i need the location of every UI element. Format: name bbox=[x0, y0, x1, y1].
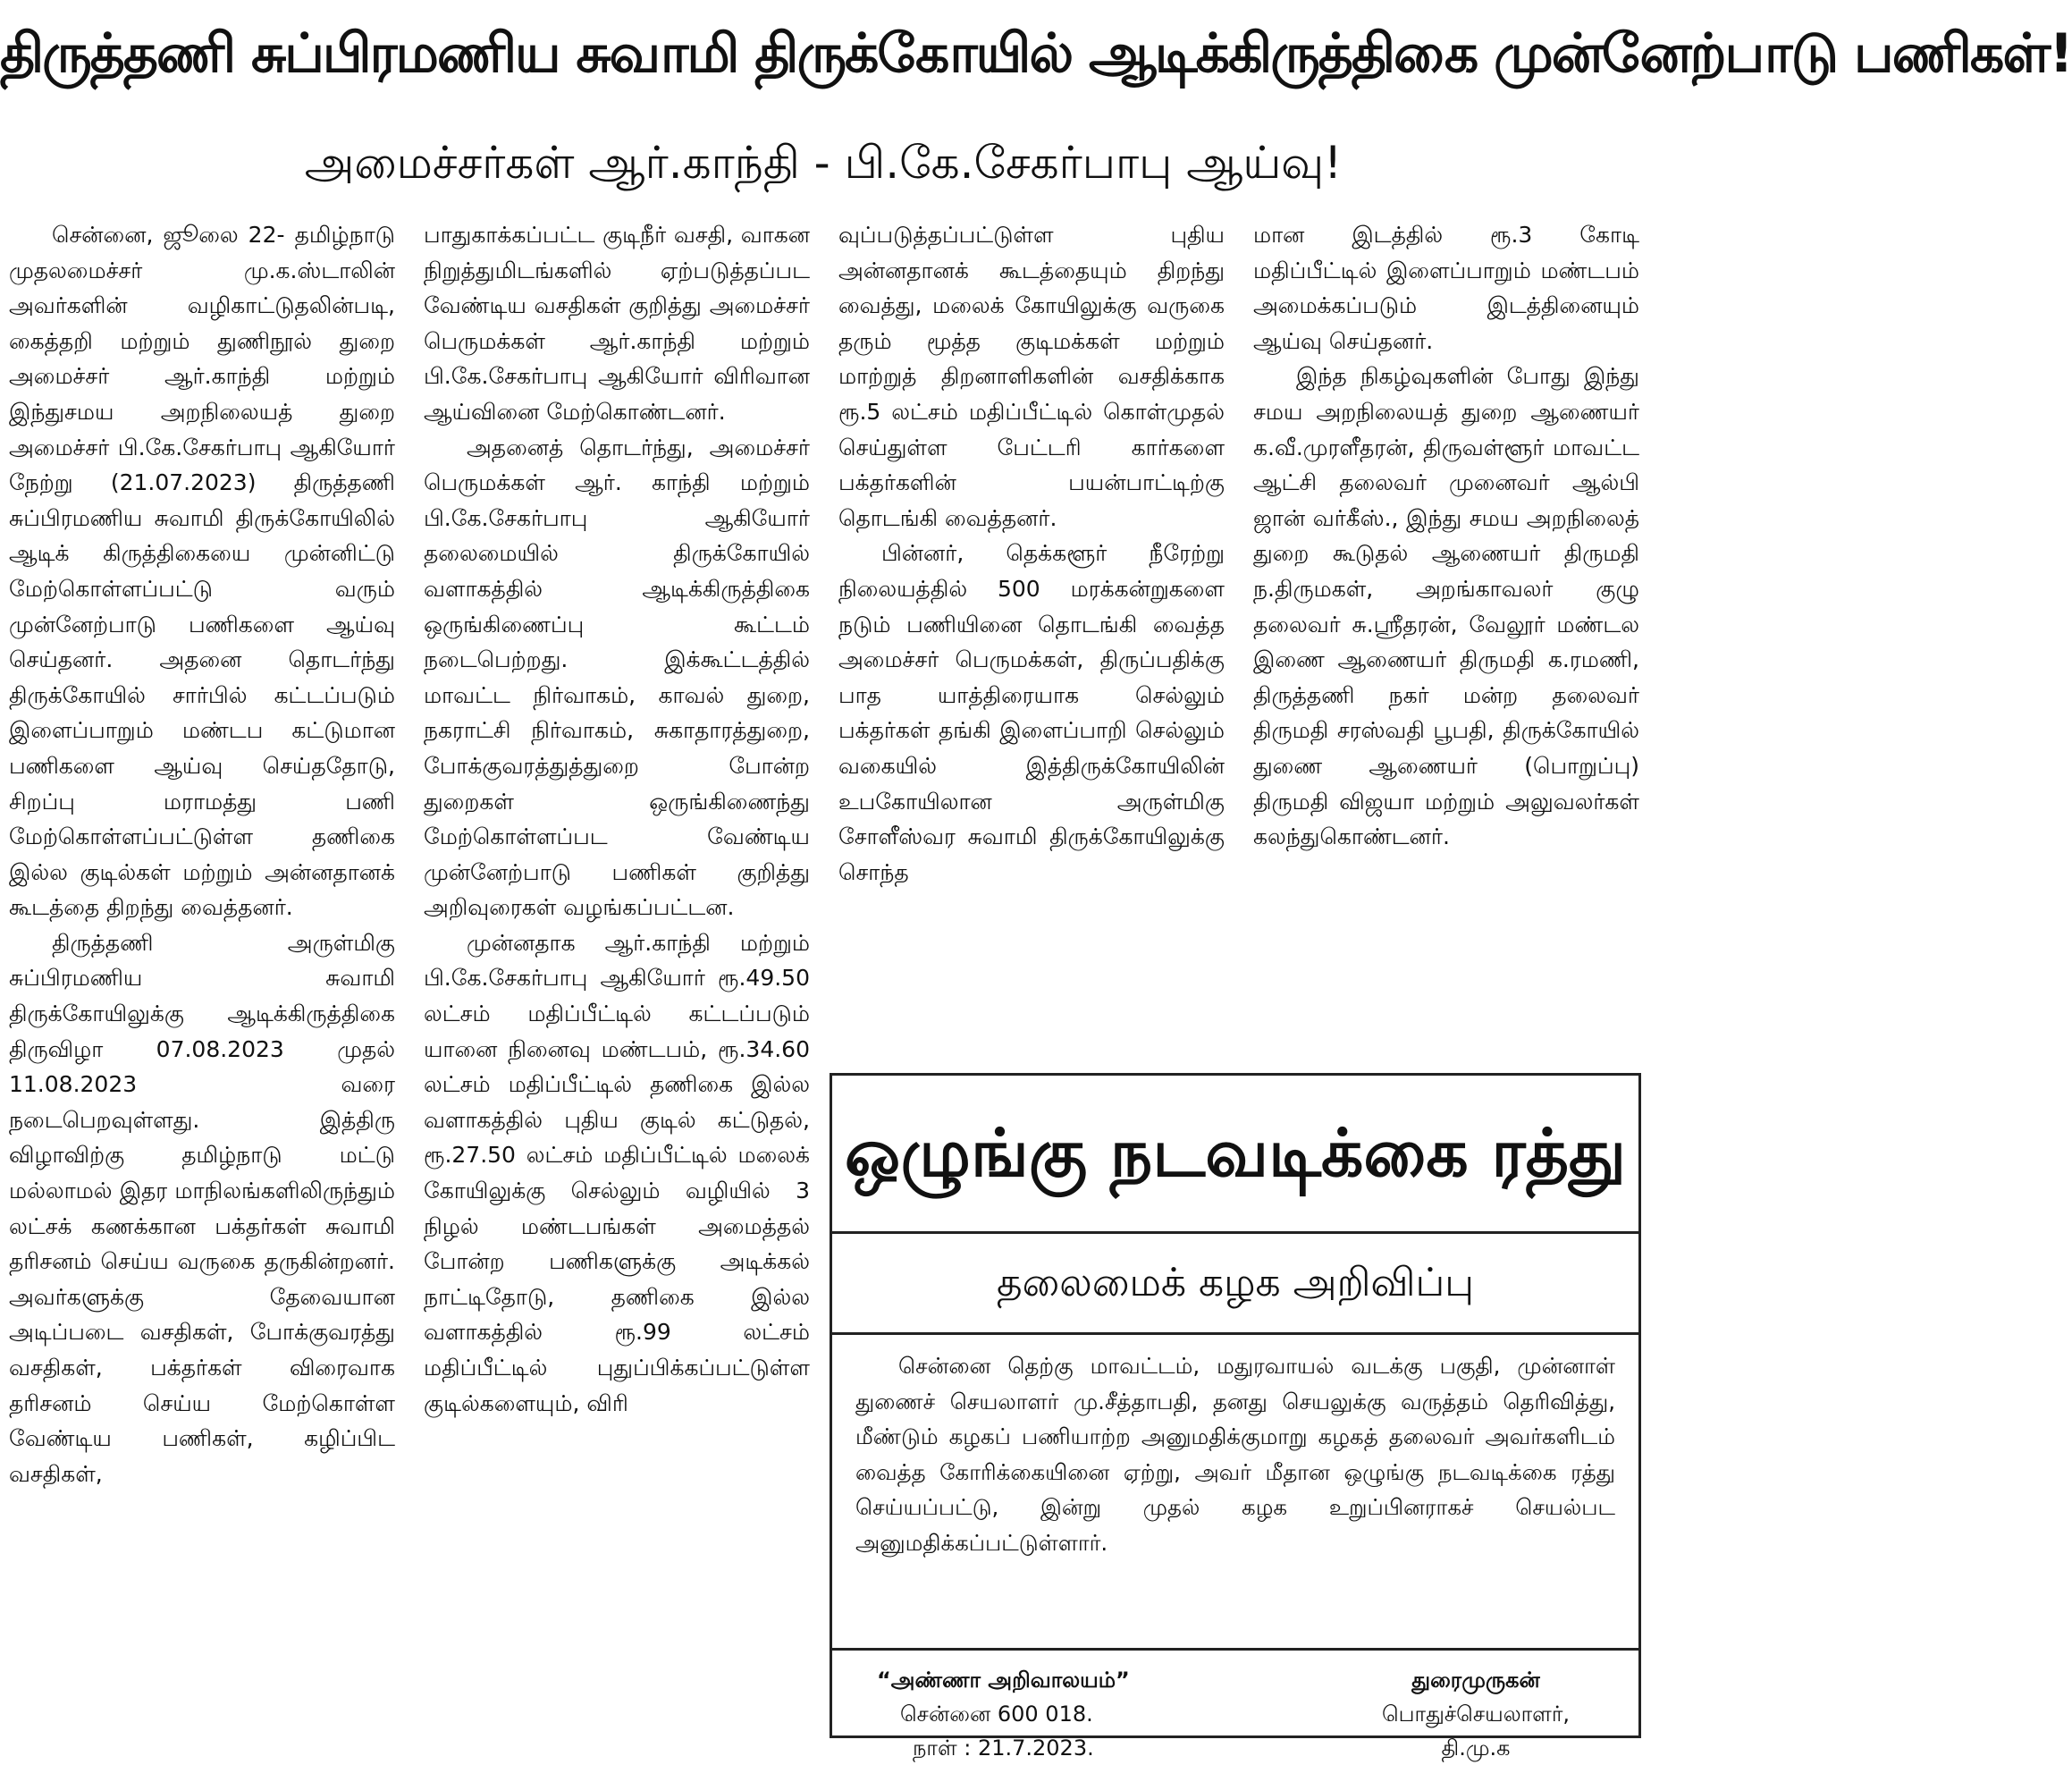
article-column-4 bbox=[1253, 217, 1639, 1049]
paragraph: சென்னை, ஜூலை 22- தமிழ்நாடு முதலமைச்சர் மு.க.ஸ்டாலின் அவர்களின் வழிகாட்டுதலின்படி, கைத்தறி மற்றும் துணிநூல் துறை அமைச்சர் ஆர்.காந்தி மற்றும் இந்துசமய அறநிலையத் துறை அமைச்சர் பி.கே.சேகர்பாபு ஆகியோர் நேற்று (21.07.2023) திருத்தணி சுப்பிரமணிய சுவாமி திருக்கோயிலில் ஆடிக் கிருத்திகையை முன்னிட்டு மேற்கொள்ளப்பட்டு வரும் முன்னேற்பாடு பணிகளை ஆய்வு செய்தனர். அதனை தொடர்ந்து திருக்கோயில் சார்பில் கட்டப்படும் இளைப்பாறும் மண்டப கட்டுமான பணிகளை ஆய்வு செய்ததோடு, சிறப்பு மராமத்து பணி மேற்கொள்ளப்பட்டுள்ள தணிகை இல்ல குடில்கள் மற்றும் அன்னதானக் கூடத்தை திறந்து வைத்தனர். bbox=[9, 222, 395, 921]
article-column-1 bbox=[9, 217, 395, 1737]
article-headline: திருத்தணி சுப்பிரமணிய சுவாமி திருக்கோயில் ஆடிக்கிருத்திகை முன்னேற்பாடு பணிகள்! bbox=[0, 22, 2072, 85]
announcement-body: சென்னை தெற்கு மாவட்டம், மதுரவாயல் வடக்கு பகுதி, முன்னாள் துணைச் செயலாளர் மு.சீத்தாபதி, தனது செயலுக்கு வருத்தம் தெரிவித்து, மீண்டும் கழகப் பணியாற்ற அனுமதிக்குமாறு கழகத் தலைவர் அவர்களிடம் வைத்த கோரிக்கையினை ஏற்று, அவர் மீதான ஒழுங்கு நடவடிக்கை ரத்து செய்யப்பட்டு, இன்று முதல் கழக உறுப்பினராகச் செயல்பட அனுமதிக்கப்பட்டுள்ளார். bbox=[855, 1353, 1615, 1556]
announcement-subtitle: தலைமைக் கழக அறிவிப்பு bbox=[832, 1234, 1638, 1335]
article-column-3 bbox=[838, 217, 1225, 1049]
office-name: “அண்ணா அறிவாலயம்” bbox=[877, 1668, 1130, 1693]
article-subheadline: அமைச்சர்கள் ஆர்.காந்தி - பி.கே.சேகர்பாபு ஆய்வு! bbox=[304, 137, 1343, 189]
signatory-role: பொதுச்செயலாளர், bbox=[1381, 1702, 1570, 1727]
paragraph: இந்த நிகழ்வுகளின் போது இந்து சமய அறநிலையத் துறை ஆணையர் க.வீ.முரளீதரன், திருவள்ளூர் மாவட்ட ஆட்சி தலைவர் முனைவர் ஆல்பி ஜான் வர்கீஸ்., இந்து சமய அறநிலைத் துறை கூடுதல் ஆணையர் திருமதி ந.திருமகள், அறங்காவலர் குழு தலைவர் சு.ஸ்ரீதரன், வேலூர் மண்டல இணை ஆணையர் திருமதி க.ரமணி, திருத்தணி நகர் மன்ற தலைவர் திருமதி சரஸ்வதி பூபதி, திருக்கோயில் துணை ஆணையர் (பொறுப்பு) திருமதி விஜயா மற்றும் அலுவலர்கள் கலந்துகொண்டனர். bbox=[1253, 363, 1639, 850]
announcement-box bbox=[830, 1073, 1641, 1761]
signatory-name: துரைமுருகன் bbox=[1411, 1668, 1540, 1693]
signatory-party: தி.மு.க bbox=[1441, 1735, 1511, 1761]
office-city: சென்னை 600 018. bbox=[900, 1702, 1093, 1727]
article-column-2 bbox=[424, 217, 810, 1737]
announcement-date: நாள் : 21.7.2023. bbox=[913, 1735, 1094, 1761]
paragraph: அதனைத் தொடர்ந்து, அமைச்சர் பெருமக்கள் ஆர். காந்தி மற்றும் பி.கே.சேகர்பாபு ஆகியோர் தலைமையில் திருக்கோயில் வளாகத்தில் ஆடிக்கிருத்திகை ஒருங்கிணைப்பு கூட்டம் நடைபெற்றது. இக்கூட்டத்தில் மாவட்ட நிர்வாகம், காவல் துறை, நகராட்சி நிர்வாகம், சுகாதாரத்துறை, போக்குவரத்துத்துறை போன்ற துறைகள் ஒருங்கிணைந்து மேற்கொள்ளப்பட வேண்டிய முன்னேற்பாடு பணிகள் குறித்து அறிவுரைகள் வழங்கப்பட்டன. bbox=[424, 434, 810, 921]
announcement-title: ஒழுங்கு நடவடிக்கை ரத்து bbox=[832, 1076, 1638, 1234]
announcement-footer bbox=[832, 1648, 1638, 1761]
paragraph: பாதுகாக்கப்பட்ட குடிநீர் வசதி, வாகன நிறுத்துமிடங்களில் ஏற்படுத்தப்பட வேண்டிய வசதிகள் குறித்து அமைச்சர் பெருமக்கள் ஆர்.காந்தி மற்றும் பி.கே.சேகர்பாபு ஆகியோர் விரிவான ஆய்வினை மேற்கொண்டனர். bbox=[424, 222, 810, 425]
paragraph: முன்னதாக ஆர்.காந்தி மற்றும் பி.கே.சேகர்பாபு ஆகியோர் ரூ.49.50 லட்சம் மதிப்பீட்டில் கட்டப்படும் யானை நினைவு மண்டபம், ரூ.34.60 லட்சம் மதிப்பீட்டில் தணிகை இல்ல வளாகத்தில் புதிய குடில் கட்டுதல், ரூ.27.50 லட்சம் மதிப்பீட்டில் மலைக் கோயிலுக்கு செல்லும் வழியில் 3 நிழல் மண்டபங்கள் அமைத்தல் போன்ற பணிகளுக்கு அடிக்கல் நாட்டிதோடு, தணிகை இல்ல வளாகத்தில் ரூ.99 லட்சம் மதிப்பீட்டில் புதுப்பிக்கப்பட்டுள்ள குடில்களையும், விரி bbox=[424, 929, 810, 1416]
paragraph: மான இடத்தில் ரூ.3 கோடி மதிப்பீட்டில் இளைப்பாறும் மண்டபம் அமைக்கப்படும் இடத்தினையும் ஆய்வு செய்தனர். bbox=[1253, 222, 1639, 354]
announcement-address bbox=[877, 1663, 1306, 1765]
paragraph: வுப்படுத்தப்பட்டுள்ள புதிய அன்னதானக் கூடத்தையும் திறந்து வைத்து, மலைக் கோயிலுக்கு வருகை தரும் மூத்த குடிமக்கள் மற்றும் மாற்றுத் திறனாளிகளின் வசதிக்காக ரூ.5 லட்சம் மதிப்பீட்டில் கொள்முதல் செய்துள்ள பேட்டரி கார்களை பக்தர்களின் பயன்பாட்டிற்கு தொடங்கி வைத்தனர். bbox=[838, 222, 1225, 531]
announcement-signatory bbox=[1333, 1663, 1619, 1765]
paragraph: திருத்தணி அருள்மிகு சுப்பிரமணிய சுவாமி திருக்கோயிலுக்கு ஆடிக்கிருத்திகை திருவிழா 07.08.2023 முதல் 11.08.2023 வரை நடைபெறவுள்ளது. இத்திரு விழாவிற்கு தமிழ்நாடு மட்டு மல்லாமல் இதர மாநிலங்களிலிருந்தும் லட்சக் கணக்கான பக்தர்கள் சுவாமி தரிசனம் செய்ய வருகை தருகின்றனர். அவர்களுக்கு தேவையான அடிப்படை வசதிகள், போக்குவரத்து வசதிகள், பக்தர்கள் விரைவாக தரிசனம் செய்ய மேற்கொள்ள வேண்டிய பணிகள், கழிப்பிட வசதிகள், bbox=[9, 929, 395, 1487]
paragraph: பின்னர், தெக்களூர் நீரேற்று நிலையத்தில் 500 மரக்கன்றுகளை நடும் பணியினை தொடங்கி வைத்த அமைச்சர் பெருமக்கள், திருப்பதிக்கு பாத யாத்திரையாக செல்லும் பக்தர்கள் தங்கி இளைப்பாறி செல்லும் வகையில் இத்திருக்கோயிலின் உபகோயிலான அருள்மிகு சோளீஸ்வர சுவாமி திருக்கோயிலுக்கு சொந்த bbox=[838, 540, 1225, 885]
